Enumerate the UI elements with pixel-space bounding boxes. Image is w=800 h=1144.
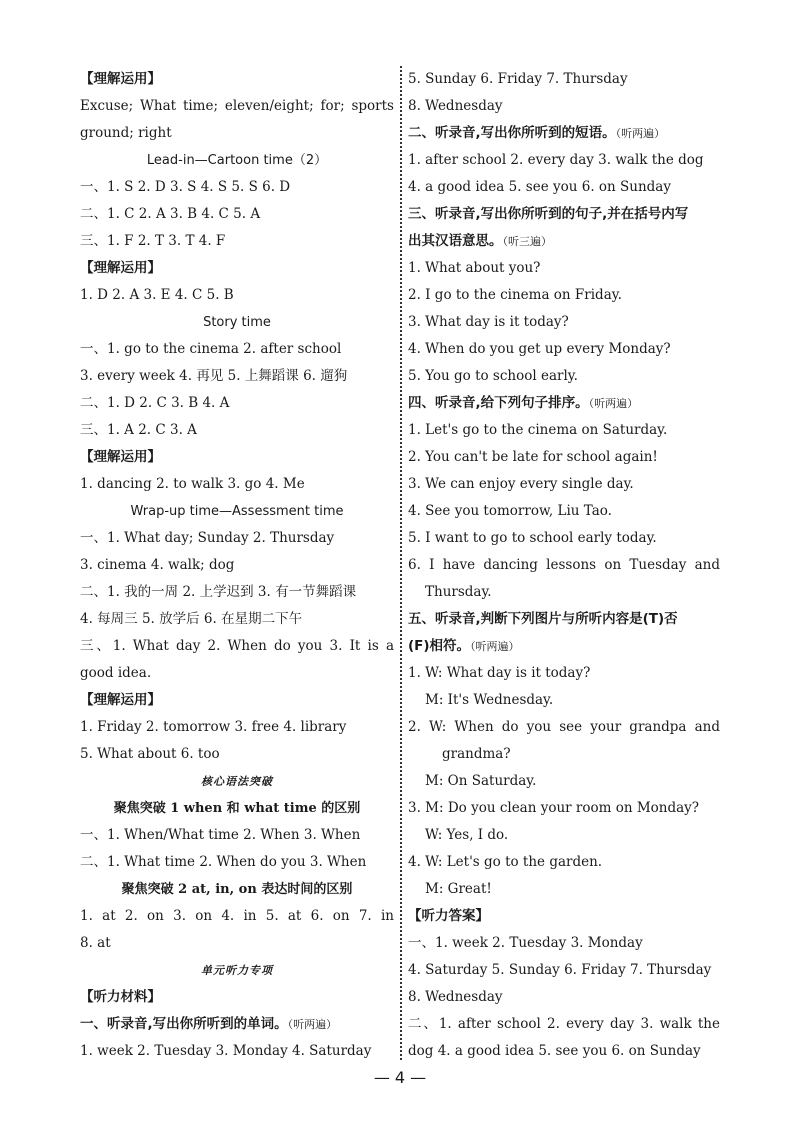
line-text: 【理解运用】 xyxy=(80,260,161,276)
right-line xyxy=(408,255,720,282)
line-text: 5. You go to school early. xyxy=(408,368,578,384)
line-text: 8. Wednesday xyxy=(408,98,503,114)
line-text: 2. W: When do you see your grandpa and xyxy=(408,719,720,735)
left-line xyxy=(80,336,394,363)
left-line xyxy=(80,876,394,903)
right-column xyxy=(408,66,720,1064)
right-line xyxy=(408,93,720,120)
left-line xyxy=(80,552,394,579)
column-divider xyxy=(400,66,402,1060)
line-text: 【理解运用】 xyxy=(80,71,161,87)
right-line xyxy=(408,228,720,255)
left-line xyxy=(80,579,394,606)
line-text: 3. We can enjoy every single day. xyxy=(408,476,634,492)
right-line xyxy=(408,957,720,984)
right-line xyxy=(408,498,720,525)
line-text: 5. Sunday 6. Friday 7. Thursday xyxy=(408,71,628,87)
line-text: Story time xyxy=(203,315,271,330)
right-line xyxy=(408,282,720,309)
left-line xyxy=(80,417,394,444)
left-line xyxy=(80,795,394,822)
left-line xyxy=(80,822,394,849)
line-text: Wrap-up time—Assessment time xyxy=(130,504,344,519)
line-text: 1. W: What day is it today? xyxy=(408,665,591,681)
left-line xyxy=(80,714,394,741)
line-text: Lead-in—Cartoon time（2） xyxy=(146,153,328,168)
line-text: Excuse; What time; eleven/eight; for; sports xyxy=(80,98,394,114)
left-line xyxy=(80,1038,394,1065)
right-line xyxy=(408,417,720,444)
left-line xyxy=(80,66,394,93)
line-text: 二、1. 我的一周 2. 上学迟到 3. 有一节舞蹈课 xyxy=(80,584,357,600)
line-text: 1. What about you? xyxy=(408,260,541,276)
right-line xyxy=(408,552,720,579)
line-text: 二、1. C 2. A 3. B 4. C 5. A xyxy=(80,206,261,222)
line-text: 4. Saturday 5. Sunday 6. Friday 7. Thursday xyxy=(408,962,712,978)
listen-note: （听两遍） xyxy=(287,1018,338,1031)
left-line xyxy=(80,498,394,525)
left-line xyxy=(80,525,394,552)
line-text: 2. You can't be late for school again! xyxy=(408,449,658,465)
left-line xyxy=(80,741,394,768)
line-text: 1. week 2. Tuesday 3. Monday 4. Saturday xyxy=(80,1043,372,1059)
left-line xyxy=(80,903,394,930)
line-text: 【听力答案】 xyxy=(408,908,489,924)
line-text: Thursday. xyxy=(425,584,492,600)
left-line xyxy=(80,984,394,1011)
left-line xyxy=(80,363,394,390)
line-text: 一、1. go to the cinema 2. after school xyxy=(80,341,342,357)
left-line xyxy=(80,444,394,471)
left-line xyxy=(80,309,394,336)
line-text: 一、听录音,写出你所听到的单词。 xyxy=(80,1016,288,1032)
line-text: 1. Friday 2. tomorrow 3. free 4. library xyxy=(80,719,347,735)
line-text: M: It's Wednesday. xyxy=(425,692,554,708)
right-line xyxy=(408,795,720,822)
right-line xyxy=(408,606,720,633)
line-text: grandma? xyxy=(442,746,511,762)
right-line xyxy=(408,201,720,228)
line-text: 1. D 2. A 3. E 4. C 5. B xyxy=(80,287,234,303)
line-text: 5. What about 6. too xyxy=(80,746,220,762)
left-line xyxy=(80,660,394,687)
line-text: 3. cinema 4. walk; dog xyxy=(80,557,235,573)
line-text: 三、1. F 2. T 3. T 4. F xyxy=(80,233,226,249)
listen-note: （听三遍） xyxy=(502,235,552,248)
left-line xyxy=(80,282,394,309)
right-line xyxy=(408,633,720,660)
left-line xyxy=(80,849,394,876)
listen-note: （听两遍） xyxy=(470,640,520,653)
right-line xyxy=(408,687,720,714)
right-line xyxy=(408,174,720,201)
right-line xyxy=(408,849,720,876)
line-text: 4. W: Let's go to the garden. xyxy=(408,854,603,870)
left-line xyxy=(80,147,394,174)
line-text: 出其汉语意思。 xyxy=(408,233,503,249)
line-text: 3. What day is it today? xyxy=(408,314,569,330)
left-line xyxy=(80,1011,394,1038)
left-line xyxy=(80,768,394,795)
line-text: dog 4. a good idea 5. see you 6. on Sunday xyxy=(408,1043,701,1059)
line-text: 四、听录音,给下列句子排序。 xyxy=(408,395,589,411)
line-text: 二、1. D 2. C 3. B 4. A xyxy=(80,395,230,411)
line-text: 一、1. When/What time 2. When 3. When xyxy=(80,827,361,843)
line-text: 聚焦突破 2 at, in, on 表达时间的区别 xyxy=(121,882,353,897)
right-line xyxy=(408,525,720,552)
line-text: 8. at xyxy=(80,935,111,951)
right-line xyxy=(408,714,720,741)
right-line xyxy=(408,120,720,147)
right-line xyxy=(408,876,720,903)
line-text: 【理解运用】 xyxy=(80,449,161,465)
line-text: 1. dancing 2. to walk 3. go 4. Me xyxy=(80,476,305,492)
line-text: 8. Wednesday xyxy=(408,989,503,1005)
right-line xyxy=(408,579,720,606)
line-text: 6. I have dancing lessons on Tuesday and xyxy=(408,557,720,573)
right-line xyxy=(408,444,720,471)
line-text: 3. M: Do you clean your room on Monday? xyxy=(408,800,700,816)
right-line xyxy=(408,336,720,363)
right-line xyxy=(408,984,720,1011)
line-text: 2. I go to the cinema on Friday. xyxy=(408,287,622,303)
right-line xyxy=(408,741,720,768)
line-text: 一、1. week 2. Tuesday 3. Monday xyxy=(408,935,643,951)
line-text: 3. every week 4. 再见 5. 上舞蹈课 6. 遛狗 xyxy=(80,368,348,384)
line-text: 二、1. after school 2. every day 3. walk the xyxy=(408,1016,720,1032)
line-text: 二、听录音,写出你所听到的短语。 xyxy=(408,125,616,141)
right-line xyxy=(408,147,720,174)
listen-note: （听两遍） xyxy=(615,127,666,140)
line-text: 三、听录音,写出你所听到的句子,并在括号内写 xyxy=(408,206,689,222)
right-line xyxy=(408,66,720,93)
left-line xyxy=(80,606,394,633)
line-text: 【理解运用】 xyxy=(80,692,161,708)
left-line xyxy=(80,255,394,282)
line-text: 1. at 2. on 3. on 4. in 5. at 6. on 7. in xyxy=(80,908,394,924)
line-text: 【听力材料】 xyxy=(80,989,161,1005)
line-text: 五、听录音,判断下列图片与所听内容是(T)否 xyxy=(408,611,678,627)
right-line xyxy=(408,768,720,795)
line-text: 单元听力专项 xyxy=(201,964,273,977)
line-text: 聚焦突破 1 when 和 what time 的区别 xyxy=(113,801,361,816)
left-line xyxy=(80,93,394,120)
line-text: ground; right xyxy=(80,125,172,141)
right-line xyxy=(408,930,720,957)
line-text: (F)相符。 xyxy=(408,638,471,654)
left-line xyxy=(80,687,394,714)
left-line xyxy=(80,957,394,984)
right-line xyxy=(408,390,720,417)
line-text: 三、1. A 2. C 3. A xyxy=(80,422,197,438)
right-line xyxy=(408,660,720,687)
left-line xyxy=(80,120,394,147)
line-text: 一、1. S 2. D 3. S 4. S 5. S 6. D xyxy=(80,179,291,195)
line-text: 1. after school 2. every day 3. walk the dog xyxy=(408,152,704,168)
right-line xyxy=(408,1038,720,1065)
line-text: M: On Saturday. xyxy=(425,773,537,789)
right-line xyxy=(408,309,720,336)
right-line xyxy=(408,903,720,930)
left-line xyxy=(80,471,394,498)
left-line xyxy=(80,633,394,660)
line-text: 4. a good idea 5. see you 6. on Sunday xyxy=(408,179,671,195)
page-number: — 4 — xyxy=(373,1068,427,1087)
line-text: 4. See you tomorrow, Liu Tao. xyxy=(408,503,612,519)
line-text: 二、1. What time 2. When do you 3. When xyxy=(80,854,367,870)
line-text: M: Great! xyxy=(425,881,492,897)
listen-note: （听两遍） xyxy=(588,397,639,410)
line-text: 三、1. What day 2. When do you 3. It is a xyxy=(80,638,394,654)
left-line xyxy=(80,390,394,417)
right-line xyxy=(408,822,720,849)
left-line xyxy=(80,201,394,228)
right-line xyxy=(408,471,720,498)
line-text: 核心语法突破 xyxy=(201,775,273,788)
left-line xyxy=(80,174,394,201)
line-text: 4. When do you get up every Monday? xyxy=(408,341,671,357)
line-text: 4. 每周三 5. 放学后 6. 在星期二下午 xyxy=(80,611,303,627)
line-text: 1. Let's go to the cinema on Saturday. xyxy=(408,422,668,438)
line-text: 5. I want to go to school early today. xyxy=(408,530,657,546)
right-line xyxy=(408,1011,720,1038)
line-text: 一、1. What day; Sunday 2. Thursday xyxy=(80,530,335,546)
line-text: good idea. xyxy=(80,665,152,681)
left-column xyxy=(80,66,394,1064)
left-line xyxy=(80,930,394,957)
right-line xyxy=(408,363,720,390)
left-line xyxy=(80,228,394,255)
line-text: W: Yes, I do. xyxy=(425,827,509,843)
